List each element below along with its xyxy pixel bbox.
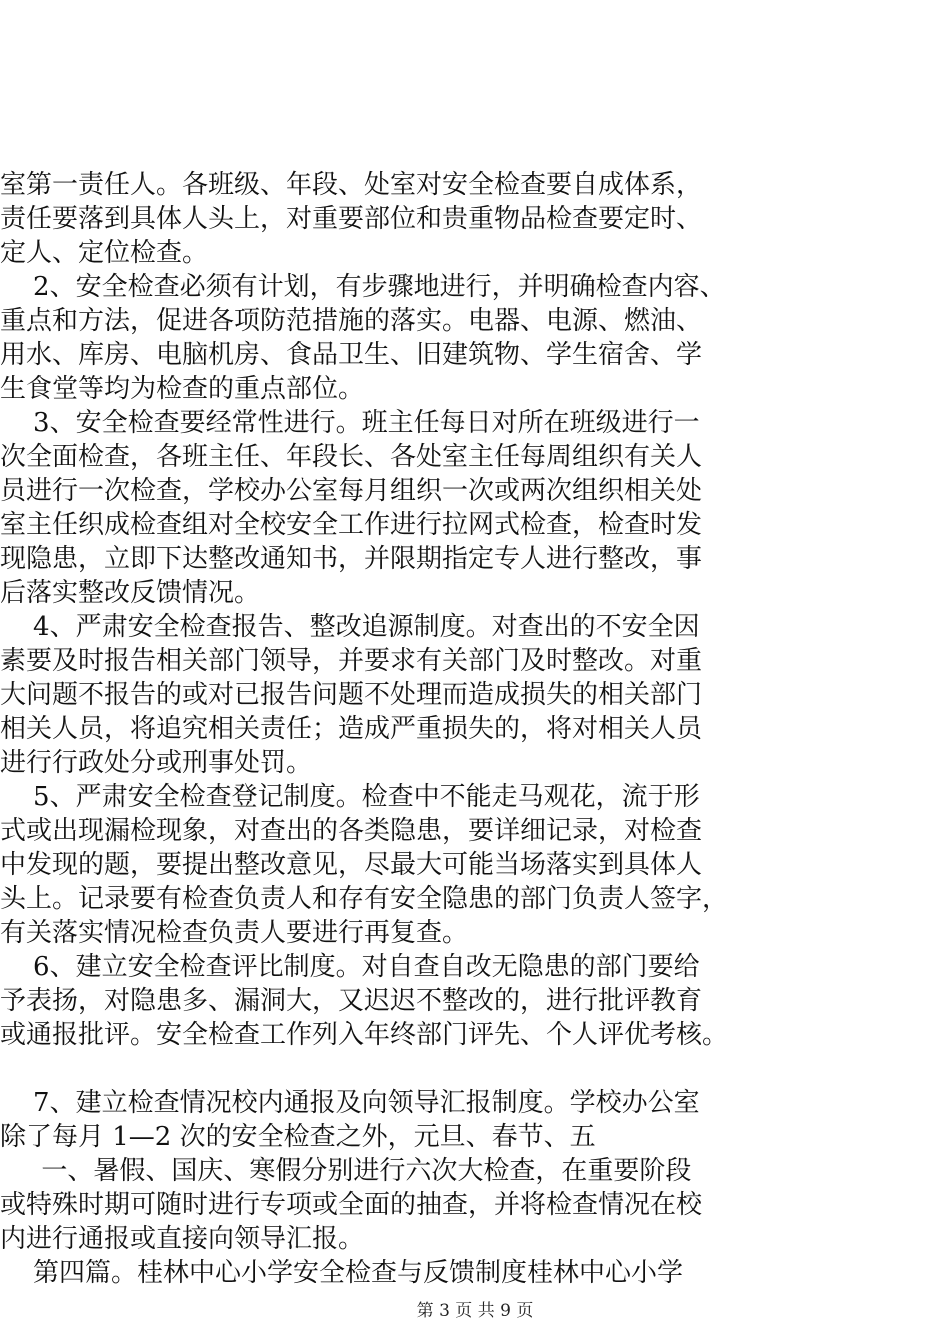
text-line: 用水、库房、电脑机房、食品卫生、旧建筑物、学生宿舍、学 bbox=[0, 340, 703, 370]
text-line: 责任要落到具体人头上，对重要部位和贵重物品检查要定时、 bbox=[0, 204, 703, 234]
text-line: 3、安全检查要经常性进行。班主任每日对所在班级进行一 bbox=[0, 408, 700, 438]
text-line: 一、暑假、国庆、寒假分别进行六次大检查，在重要阶段 bbox=[0, 1156, 692, 1186]
text-line: 有关落实情况检查负责人要进行再复查。 bbox=[0, 918, 469, 948]
text-line: 现隐患，立即下达整改通知书，并限期指定专人进行整改，事 bbox=[0, 544, 703, 574]
text-line: 6、建立安全检查评比制度。对自查自改无隐患的部门要给 bbox=[0, 952, 700, 982]
text-line: 式或出现漏检现象，对查出的各类隐患，要详细记录，对检查 bbox=[0, 816, 703, 846]
page-footer: 第 3 页 共 9 页 bbox=[416, 1301, 534, 1321]
text-line: 次全面检查，各班主任、年段长、各处室主任每周组织有关人 bbox=[0, 442, 703, 472]
text-line: 室主任织成检查组对全校安全工作进行拉网式检查，检查时发 bbox=[0, 510, 703, 540]
text-line: 4、严肃安全检查报告、整改追源制度。对查出的不安全因 bbox=[0, 612, 700, 642]
text-line: 大问题不报告的或对已报告问题不处理而造成损失的相关部门 bbox=[0, 680, 703, 710]
text-line: 进行行政处分或刑事处罚。 bbox=[0, 748, 313, 778]
text-line: 后落实整改反馈情况。 bbox=[0, 578, 261, 608]
text-line: 室第一责任人。各班级、年段、处室对安全检查要自成体系， bbox=[0, 170, 703, 200]
text-line: 中发现的题，要提出整改意见，尽最大可能当场落实到具体人 bbox=[0, 850, 703, 880]
text-line: 5、严肃安全检查登记制度。检查中不能走马观花，流于形 bbox=[0, 782, 700, 812]
text-line: 2、安全检查必须有计划，有步骤地进行，并明确检查内容、 bbox=[0, 272, 726, 302]
text-line: 头上。记录要有检查负责人和存有安全隐患的部门负责人签字， bbox=[0, 884, 729, 914]
text-line: 或特殊时期可随时进行专项或全面的抽查，并将检查情况在校 bbox=[0, 1190, 703, 1220]
text-line: 第四篇。桂林中心小学安全检查与反馈制度桂林中心小学 bbox=[0, 1258, 684, 1288]
text-line: 7、建立检查情况校内通报及向领导汇报制度。学校办公室 bbox=[0, 1088, 700, 1118]
text-line: 定人、定位检查。 bbox=[0, 238, 209, 268]
text-line: 内进行通报或直接向领导汇报。 bbox=[0, 1224, 365, 1254]
text-line: 生食堂等均为检查的重点部位。 bbox=[0, 374, 365, 404]
text-line: 或通报批评。安全检查工作列入年终部门评先、个人评优考核。 bbox=[0, 1020, 729, 1050]
text-line: 员进行一次检查，学校办公室每月组织一次或两次组织相关处 bbox=[0, 476, 703, 506]
text-line: 素要及时报告相关部门领导，并要求有关部门及时整改。对重 bbox=[0, 646, 703, 676]
text-line: 予表扬，对隐患多、漏洞大，又迟迟不整改的，进行批评教育 bbox=[0, 986, 703, 1016]
text-line: 相关人员，将追究相关责任；造成严重损失的，将对相关人员 bbox=[0, 714, 703, 744]
text-line: 重点和方法，促进各项防范措施的落实。电器、电源、燃油、 bbox=[0, 306, 703, 336]
text-line: 除了每月 1—2 次的安全检查之外，元旦、春节、五 bbox=[0, 1122, 596, 1152]
blank-line bbox=[0, 1052, 950, 1086]
